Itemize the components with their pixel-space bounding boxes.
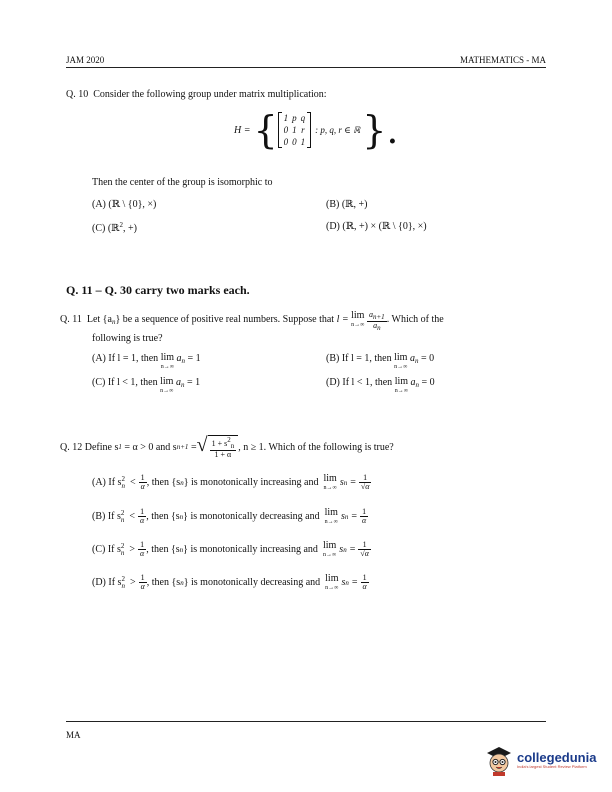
sqrt-num-sup: 2 — [227, 436, 231, 444]
matrix-cell: 1 — [292, 125, 297, 135]
q11-stem — [60, 311, 550, 332]
lim-word: lim — [394, 376, 409, 387]
q10-option-d: (D) (ℝ, +) × (ℝ \ {0}, ×) — [326, 221, 427, 232]
q12-opt-mid: , then {s — [146, 544, 180, 555]
matrix-cell: 0 — [292, 137, 297, 147]
footer-rule — [66, 721, 546, 722]
q12-opt-sup: 2 — [120, 541, 125, 550]
q11-b-val: = 0 — [420, 353, 435, 364]
ratio-den-sub: n — [377, 324, 381, 332]
footer-left: MA — [66, 730, 81, 740]
q12-stem — [60, 435, 394, 459]
q12-opt-rhs-num: 1 — [358, 541, 371, 550]
q11-text-b: } be a sequence of positive real numbers. Suppose that — [115, 314, 335, 325]
lim-subscript: n→∞ — [160, 364, 174, 370]
q12-opt-s: s — [340, 511, 345, 522]
q12-option-b — [92, 508, 368, 525]
q11-d-pre: (D) If l < 1, then — [326, 377, 393, 388]
q10-matrix — [278, 112, 312, 148]
q12-opt-rel: < — [129, 477, 136, 488]
q10-set-definition — [234, 108, 399, 152]
q12-opt-s-sub: n — [344, 512, 349, 521]
q12-opt-frac-num: 1 — [139, 574, 147, 583]
q12-option-a — [92, 474, 371, 491]
q12-opt-rhs-den: √α — [360, 549, 369, 558]
q12-text-b: = α > 0 and s — [124, 441, 177, 453]
matrix-cell: r — [301, 125, 305, 135]
lim-subscript: n→∞ — [351, 322, 365, 328]
q11-a-val: = 1 — [187, 353, 201, 364]
q10-text: Consider the following group under matrix multiplication: — [93, 89, 327, 100]
q12-opt-rel: > — [129, 577, 136, 588]
q12-opt-sup: 2 — [120, 508, 125, 517]
q12-opt-frac-num: 1 — [139, 474, 147, 483]
q11-b-pre: (B) If l = 1, then — [326, 353, 392, 364]
q12-opt-sub: n — [120, 548, 125, 557]
q12-opt-s-sub: n — [343, 545, 347, 554]
lim-word: lim — [160, 352, 175, 363]
q12-opt-mid-sub: n — [179, 512, 184, 521]
q11-c-pre: (C) If l < 1, then — [92, 377, 158, 388]
q12-opt-rel: < — [129, 511, 136, 522]
q11-b-var: a — [409, 353, 415, 364]
q12-opt-sub: n — [121, 581, 125, 590]
matrix-cell: 1 — [300, 137, 306, 147]
q10-number: Q. 10 — [66, 89, 89, 100]
q11-text-a-sub: n — [111, 318, 116, 326]
q11-text-a: Let {a — [86, 314, 112, 325]
q11-l-equals: l = — [336, 314, 349, 325]
q12-opt-sub: n — [121, 481, 125, 490]
q12-opt-label: (B) If s — [92, 511, 121, 522]
q12-opt-rhs-num: 1 — [359, 474, 372, 483]
q12-opt-frac-den: α — [140, 516, 145, 525]
q11-option-d — [326, 377, 435, 394]
q12-opt-mid-sub: n — [180, 478, 184, 487]
q12-text-eq: = — [190, 441, 197, 453]
matrix-cell: 0 — [283, 137, 289, 147]
q12-text-c: , n ≥ 1. Which of the following is true? — [238, 441, 394, 453]
q12-opt-rhs-num: 1 — [360, 508, 368, 517]
lim-word: lim — [351, 310, 365, 321]
logo-text-block — [517, 751, 596, 770]
header-left: JAM 2020 — [66, 55, 105, 65]
logo-tagline: India's largest Student Review Platform — [517, 763, 587, 769]
q11-a-var: a — [176, 353, 182, 364]
q12-text-a-sub: 1 — [118, 443, 122, 451]
q10-question: Then the center of the group is isomorphic to — [92, 177, 273, 188]
mascot-icon — [484, 744, 514, 776]
q12-sqrt — [197, 435, 239, 459]
q10-set-condition: : p, q, r ∈ ℝ — [315, 124, 361, 135]
lim-word: lim — [323, 473, 337, 484]
q12-opt-frac-num: 1 — [138, 541, 146, 550]
q12-opt-s-sub: n — [343, 478, 348, 487]
q12-opt-s: s — [339, 544, 344, 555]
q10-set-label: H = — [234, 124, 251, 136]
q11-b-sub: n — [414, 357, 419, 365]
q12-opt-desc: } is monotonically decreasing and — [183, 577, 321, 588]
q11-d-var: a — [410, 377, 416, 388]
q12-opt-sub: n — [120, 515, 125, 524]
q12-opt-s: s — [341, 577, 346, 588]
q12-opt-rel: > — [129, 544, 136, 555]
q12-opt-desc: } is monotonically increasing and — [183, 477, 319, 488]
q12-text-a: Define s — [84, 441, 119, 453]
q10-stem — [66, 89, 327, 100]
q12-opt-eq: = — [350, 477, 356, 488]
q10-option-c-post: , +) — [122, 223, 137, 234]
q12-opt-label: (A) If s — [92, 477, 122, 488]
lim-subscript: n→∞ — [322, 552, 337, 558]
ratio-num: a — [368, 310, 373, 319]
lim-subscript: n→∞ — [323, 485, 337, 491]
ratio-den: a — [373, 321, 378, 330]
matrix-cell: p — [292, 113, 297, 123]
sqrt-den: 1 + α — [214, 450, 232, 459]
q12-opt-frac-den: α — [140, 582, 145, 591]
q12-opt-eq: = — [349, 544, 356, 555]
logo-name: collegedunia — [517, 749, 597, 765]
q12-option-d — [92, 574, 369, 591]
q12-opt-frac-den: α — [140, 549, 145, 558]
lim-word: lim — [324, 507, 338, 518]
q11-a-sub: n — [181, 357, 186, 365]
q12-opt-rhs-num: 1 — [361, 574, 369, 583]
q12-number: Q. 12 — [60, 441, 83, 453]
q11-c-val: = 1 — [186, 377, 201, 388]
q12-opt-mid: , then {s — [146, 511, 180, 522]
q10-option-c — [92, 221, 137, 234]
q10-option-c-pre: (C) (ℝ — [92, 223, 120, 234]
q12-opt-eq: = — [351, 577, 358, 588]
q12-opt-sup: 2 — [121, 574, 125, 583]
q11-c-var: a — [175, 377, 181, 388]
lim-word: lim — [322, 540, 337, 551]
lim-subscript: n→∞ — [325, 585, 339, 591]
lim-subscript: n→∞ — [160, 388, 174, 394]
q12-opt-mid-sub: n — [180, 578, 184, 587]
q12-opt-mid: , then {s — [146, 477, 181, 488]
q12-opt-rhs-den: α — [362, 582, 367, 591]
q11-text-d: following is true? — [92, 333, 163, 344]
q11-a-pre: (A) If l = 1, then — [92, 353, 159, 364]
q12-option-c — [92, 541, 371, 558]
q11-ratio — [367, 311, 387, 332]
q12-opt-s: s — [339, 477, 344, 488]
q12-opt-mid-sub: n — [179, 545, 184, 554]
q12-opt-rhs-den: √α — [360, 482, 370, 491]
q10-option-b: (B) (ℝ, +) — [326, 199, 368, 210]
lim-word: lim — [160, 376, 174, 387]
matrix-cell: 1 — [283, 113, 289, 123]
q11-number: Q. 11 — [60, 314, 82, 325]
q10-option-a: (A) (ℝ \ {0}, ×) — [92, 199, 157, 210]
ratio-num-sub: n+1 — [372, 313, 385, 321]
lim-subscript: n→∞ — [394, 388, 408, 394]
matrix-cell: 0 — [283, 125, 289, 135]
q12-opt-s-sub: n — [345, 578, 349, 587]
q11-limit — [351, 311, 364, 328]
collegedunia-logo — [484, 744, 596, 776]
lim-subscript: n→∞ — [394, 364, 408, 370]
header-right: MATHEMATICS - MA — [459, 55, 546, 65]
q12-text-b-sub: n+1 — [176, 443, 189, 451]
q10-closing-brace: }. — [362, 108, 399, 152]
q11-d-val: = 0 — [421, 377, 435, 388]
q11-option-b — [326, 353, 434, 370]
q12-opt-label: (D) If s — [92, 577, 122, 588]
q12-opt-sup: 2 — [121, 474, 125, 483]
q11-option-a — [92, 353, 201, 370]
q12-opt-label: (C) If s — [92, 544, 121, 555]
sqrt-icon: √ — [196, 434, 208, 456]
left-brace-icon: { — [253, 108, 278, 152]
q12-opt-desc: } is monotonically increasing and — [183, 544, 318, 555]
sqrt-num: 1 + s — [211, 439, 228, 448]
q12-opt-frac-den: α — [140, 482, 145, 491]
lim-subscript: n→∞ — [324, 519, 338, 525]
q12-opt-frac-num: 1 — [138, 508, 146, 517]
matrix-cell: q — [300, 113, 306, 123]
q11-option-c — [92, 377, 200, 394]
lim-word: lim — [394, 352, 408, 363]
lim-word: lim — [325, 573, 339, 584]
q12-opt-rhs-den: α — [361, 516, 367, 525]
q11-d-sub: n — [415, 381, 420, 389]
q11-c-sub: n — [180, 381, 185, 389]
section-title: Q. 11 – Q. 30 carry two marks each. — [66, 283, 250, 297]
q10-option-c-sup: 2 — [119, 221, 123, 229]
q12-opt-desc: } is monotonically decreasing and — [183, 511, 320, 522]
q11-text-c: . Which of the — [386, 314, 444, 325]
q12-opt-mid: , then {s — [146, 577, 181, 588]
q12-opt-eq: = — [351, 511, 357, 522]
sqrt-num-sub: n — [230, 442, 235, 450]
header-rule — [66, 67, 546, 68]
